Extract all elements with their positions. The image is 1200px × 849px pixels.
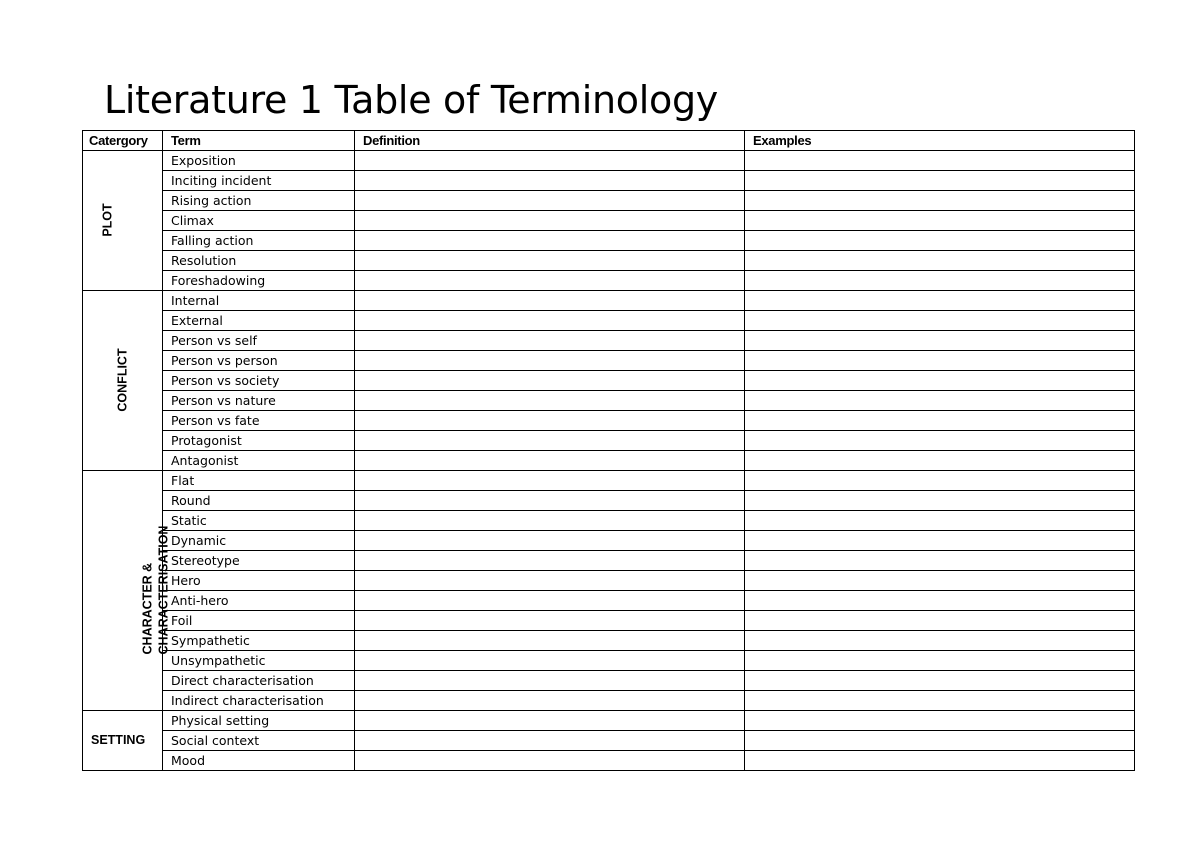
- category-label: [91, 731, 145, 750]
- column-header-definition: Definition: [355, 131, 745, 151]
- term-cell: Protagonist: [163, 431, 355, 451]
- category-label-line: PLOT: [100, 203, 115, 237]
- term-cell: Person vs self: [163, 331, 355, 351]
- category-label-line: CHARACTER &: [140, 562, 155, 654]
- term-cell: Social context: [163, 731, 355, 751]
- term-cell: Anti-hero: [163, 591, 355, 611]
- table-row: [83, 511, 1135, 531]
- examples-cell[interactable]: [745, 691, 1135, 711]
- table-row: [83, 471, 1135, 491]
- definition-cell[interactable]: [355, 511, 745, 531]
- table-row: [83, 231, 1135, 251]
- definition-cell[interactable]: [355, 331, 745, 351]
- definition-cell[interactable]: [355, 451, 745, 471]
- definition-cell[interactable]: [355, 371, 745, 391]
- table-row: [83, 491, 1135, 511]
- table-row: [83, 651, 1135, 671]
- examples-cell[interactable]: [745, 331, 1135, 351]
- table-row: [83, 631, 1135, 651]
- table-row: [83, 211, 1135, 231]
- term-cell: Climax: [163, 211, 355, 231]
- table-row: [83, 151, 1135, 171]
- table-row: [83, 171, 1135, 191]
- term-cell: Sympathetic: [163, 631, 355, 651]
- definition-cell[interactable]: [355, 151, 745, 171]
- examples-cell[interactable]: [745, 511, 1135, 531]
- definition-cell[interactable]: [355, 231, 745, 251]
- definition-cell[interactable]: [355, 391, 745, 411]
- term-cell: Resolution: [163, 251, 355, 271]
- definition-cell[interactable]: [355, 751, 745, 771]
- table-row: [83, 431, 1135, 451]
- examples-cell[interactable]: [745, 391, 1135, 411]
- definition-cell[interactable]: [355, 691, 745, 711]
- examples-cell[interactable]: [745, 271, 1135, 291]
- examples-cell[interactable]: [745, 151, 1135, 171]
- examples-cell[interactable]: [745, 651, 1135, 671]
- examples-cell[interactable]: [745, 751, 1135, 771]
- definition-cell[interactable]: [355, 211, 745, 231]
- definition-cell[interactable]: [355, 551, 745, 571]
- table-row: [83, 351, 1135, 371]
- term-cell: Dynamic: [163, 531, 355, 551]
- table-row: [83, 311, 1135, 331]
- table-row: [83, 751, 1135, 771]
- definition-cell[interactable]: [355, 591, 745, 611]
- definition-cell[interactable]: [355, 291, 745, 311]
- examples-cell[interactable]: [745, 571, 1135, 591]
- term-cell: Static: [163, 511, 355, 531]
- examples-cell[interactable]: [745, 611, 1135, 631]
- table-row: [83, 411, 1135, 431]
- terminology-table: [82, 130, 1135, 771]
- term-cell: Exposition: [163, 151, 355, 171]
- definition-cell[interactable]: [355, 431, 745, 451]
- examples-cell[interactable]: [745, 591, 1135, 611]
- term-cell: Inciting incident: [163, 171, 355, 191]
- examples-cell[interactable]: [745, 191, 1135, 211]
- table-row: [83, 291, 1135, 311]
- term-cell: Mood: [163, 751, 355, 771]
- examples-cell[interactable]: [745, 311, 1135, 331]
- table-row: [83, 331, 1135, 351]
- term-cell: Rising action: [163, 191, 355, 211]
- term-cell: Round: [163, 491, 355, 511]
- examples-cell[interactable]: [745, 531, 1135, 551]
- category-cell: [83, 291, 163, 471]
- examples-cell[interactable]: [745, 451, 1135, 471]
- term-cell: Indirect characterisation: [163, 691, 355, 711]
- definition-cell[interactable]: [355, 311, 745, 331]
- table-row: [83, 451, 1135, 471]
- definition-cell[interactable]: [355, 671, 745, 691]
- table-header-row: [83, 131, 1135, 151]
- term-cell: Foreshadowing: [163, 271, 355, 291]
- definition-cell[interactable]: [355, 651, 745, 671]
- table-row: [83, 571, 1135, 591]
- table-row: [83, 191, 1135, 211]
- table-row: [83, 391, 1135, 411]
- examples-cell[interactable]: [745, 671, 1135, 691]
- definition-cell[interactable]: [355, 411, 745, 431]
- column-header-examples: Examples: [745, 131, 1135, 151]
- term-cell: Internal: [163, 291, 355, 311]
- definition-cell[interactable]: [355, 471, 745, 491]
- table-row: [83, 371, 1135, 391]
- table-row: [83, 611, 1135, 631]
- definition-cell[interactable]: [355, 571, 745, 591]
- document-title: Literature 1 Table of Terminology: [104, 78, 718, 122]
- definition-cell[interactable]: [355, 491, 745, 511]
- table-row: [83, 591, 1135, 611]
- category-label-line: CONFLICT: [115, 348, 130, 412]
- examples-cell[interactable]: [745, 551, 1135, 571]
- category-cell: [83, 711, 163, 771]
- term-cell: Person vs society: [163, 371, 355, 391]
- term-cell: Unsympathetic: [163, 651, 355, 671]
- term-cell: Person vs nature: [163, 391, 355, 411]
- examples-cell[interactable]: [745, 211, 1135, 231]
- table-row: [83, 671, 1135, 691]
- definition-cell[interactable]: [355, 351, 745, 371]
- examples-cell[interactable]: [745, 431, 1135, 451]
- category-cell: [83, 471, 171, 711]
- definition-cell[interactable]: [355, 711, 745, 731]
- table-body: [83, 151, 1135, 771]
- table-row: [83, 711, 1135, 731]
- examples-cell[interactable]: [745, 711, 1135, 731]
- category-label: [115, 348, 131, 411]
- category-label: [139, 525, 171, 654]
- examples-cell[interactable]: [745, 411, 1135, 431]
- examples-cell[interactable]: [745, 251, 1135, 271]
- table-row: [83, 551, 1135, 571]
- definition-cell[interactable]: [355, 631, 745, 651]
- definition-cell[interactable]: [355, 531, 745, 551]
- term-cell: External: [163, 311, 355, 331]
- term-cell: Flat: [163, 471, 355, 491]
- term-cell: Direct characterisation: [163, 671, 355, 691]
- term-cell: Physical setting: [163, 711, 355, 731]
- table-row: [83, 691, 1135, 711]
- table-row: [83, 731, 1135, 751]
- definition-cell[interactable]: [355, 731, 745, 751]
- definition-cell[interactable]: [355, 191, 745, 211]
- examples-cell[interactable]: [745, 171, 1135, 191]
- table-row: [83, 531, 1135, 551]
- term-cell: Person vs fate: [163, 411, 355, 431]
- examples-cell[interactable]: [745, 731, 1135, 751]
- column-header-term: Term: [163, 131, 355, 151]
- examples-cell[interactable]: [745, 471, 1135, 491]
- term-cell: Falling action: [163, 231, 355, 251]
- definition-cell[interactable]: [355, 611, 745, 631]
- category-label-line: CHARACTERISATION: [156, 525, 171, 654]
- category-label-line: SETTING: [91, 733, 146, 747]
- examples-cell[interactable]: [745, 371, 1135, 391]
- examples-cell[interactable]: [745, 351, 1135, 371]
- examples-cell[interactable]: [745, 631, 1135, 651]
- term-cell: Hero: [163, 571, 355, 591]
- examples-cell[interactable]: [745, 491, 1135, 511]
- definition-cell[interactable]: [355, 171, 745, 191]
- column-header-category: Catergory: [83, 131, 163, 151]
- definition-cell[interactable]: [355, 271, 745, 291]
- examples-cell[interactable]: [745, 231, 1135, 251]
- term-cell: Person vs person: [163, 351, 355, 371]
- category-cell: [83, 151, 163, 291]
- table-row: [83, 271, 1135, 291]
- term-cell: Stereotype: [163, 551, 355, 571]
- term-cell: Foil: [163, 611, 355, 631]
- category-label: [100, 203, 116, 236]
- term-cell: Antagonist: [163, 451, 355, 471]
- definition-cell[interactable]: [355, 251, 745, 271]
- table-row: [83, 251, 1135, 271]
- examples-cell[interactable]: [745, 291, 1135, 311]
